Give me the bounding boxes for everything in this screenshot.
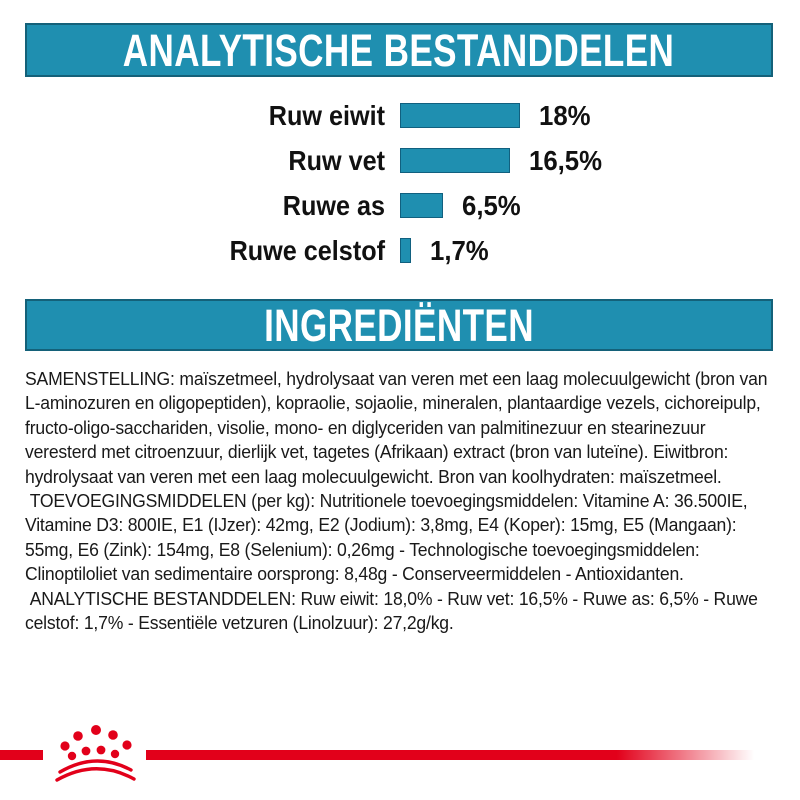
chart-row bbox=[0, 138, 800, 183]
ingredients-section-title: INGREDIËNTEN bbox=[264, 299, 534, 351]
analytical-section-banner bbox=[25, 23, 773, 77]
composition-paragraph: SAMENSTELLING: maïszetmeel, hydrolysaat van veren met een laag molecuulgewicht (bron van L-aminozuren en oligopeptiden), kopraolie, sojaolie, mineralen, plantaardige vezels, cichoreipulp, fructo-oligo-sacchariden, visolie, mono- en diglyceriden van palmitinezuur en stearinezuur veresterd met citroenzuur, dierlijk vet, tagetes (Afrikaan) extract (bron van luteïne). Eiwitbron: hydrolysaat van veren met een laag molecuulgewicht. Bron van koolhydraten: maïszetmeel. bbox=[25, 368, 772, 487]
analytical-bar-chart bbox=[0, 93, 800, 273]
chart-label: Ruw vet bbox=[288, 144, 385, 176]
chart-label: Ruw eiwit bbox=[268, 99, 385, 131]
chart-row bbox=[0, 183, 800, 228]
chart-bar bbox=[400, 148, 510, 173]
analytical-section-title: ANALYTISCHE BESTANDDELEN bbox=[123, 24, 675, 76]
royal-canin-crown-icon bbox=[50, 724, 140, 782]
chart-bar bbox=[400, 238, 411, 263]
chart-row bbox=[0, 93, 800, 138]
brand-stripe-right bbox=[146, 750, 800, 760]
ingredients-text-block bbox=[25, 367, 780, 635]
chart-label: Ruwe celstof bbox=[229, 234, 385, 266]
chart-value: 16,5% bbox=[529, 144, 603, 176]
chart-value: 6,5% bbox=[462, 189, 522, 221]
brand-stripe-left bbox=[0, 750, 43, 760]
analytical-paragraph: ANALYTISCHE BESTANDDELEN: Ruw eiwit: 18,0% - Ruw vet: 16,5% - Ruwe as: 6,5% - Ruwe celstof: 1,7% - Essentiële vetzuren (Linolzuur): 27,2g/kg. bbox=[25, 587, 763, 634]
chart-label: Ruwe as bbox=[282, 189, 385, 221]
chart-value: 18% bbox=[539, 99, 591, 131]
additives-paragraph: TOEVOEGINGSMIDDELEN (per kg): Nutritionele toevoegingsmiddelen: Vitamine A: 36.500IE, Vitamine D3: 800IE, E1 (IJzer): 42mg, E2 (Jodium): 3,8mg, E4 (Koper): 15mg, E5 (Mangaan): 55mg, E6 (Zink): 154mg, E8 (Selenium): 0,26mg - Technologische toevoegingsmiddelen: Clinoptiloliet van sedimentaire oorsprong: 8,48g - Conserveermiddelen - Antioxidanten. bbox=[25, 490, 753, 585]
chart-bar bbox=[400, 103, 520, 128]
chart-bar bbox=[400, 193, 443, 218]
chart-row bbox=[0, 228, 800, 273]
ingredients-section-banner bbox=[25, 299, 773, 351]
chart-value: 1,7% bbox=[430, 234, 490, 266]
